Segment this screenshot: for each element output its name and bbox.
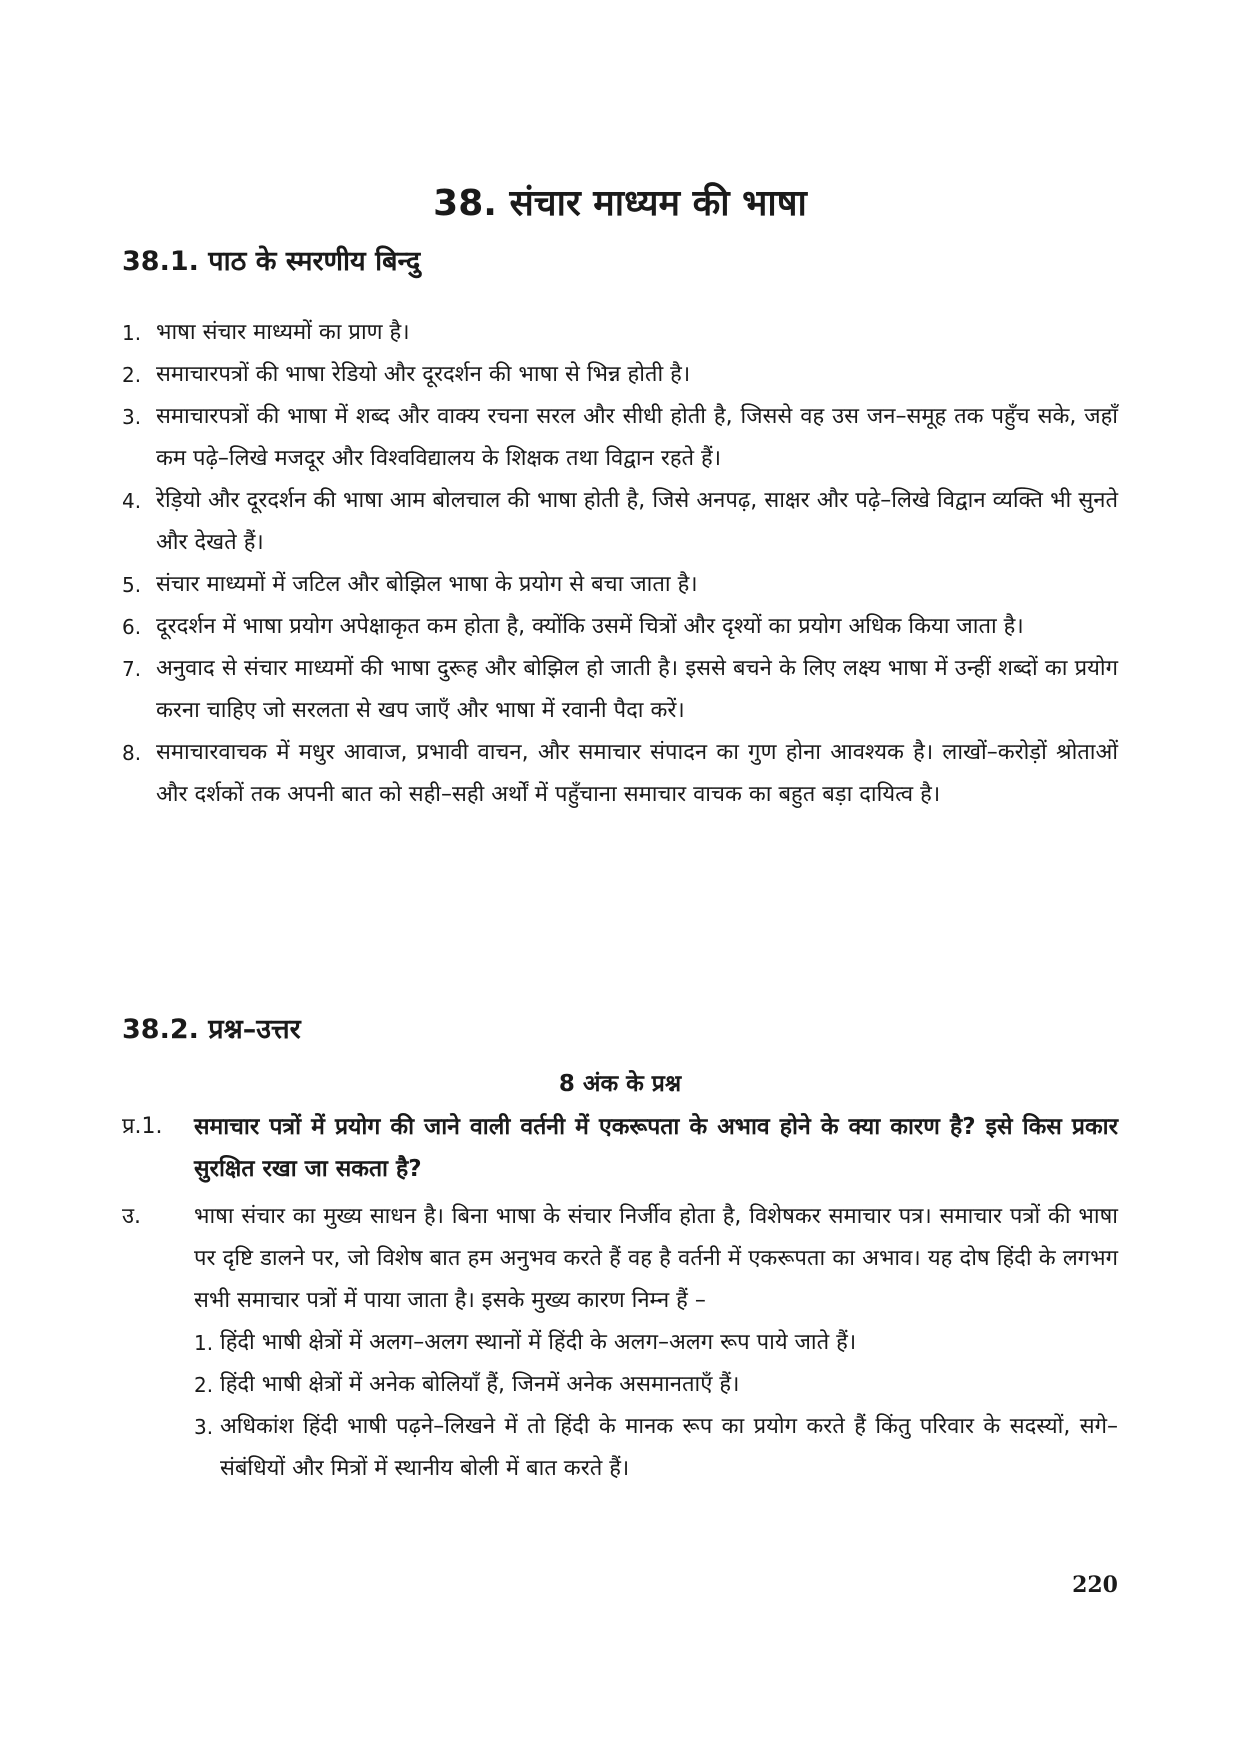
chapter-title: 38. संचार माध्यम की भाषा: [433, 183, 807, 224]
key-point-text: भाषा संचार माध्यमों का प्राण है।: [156, 320, 410, 345]
section-heading-key-points: 38.1. पाठ के स्मरणीय बिन्दु: [122, 246, 421, 277]
reason-number: 3.: [194, 1415, 214, 1439]
key-point-item: [122, 606, 1118, 648]
section-heading-qa: 38.2. प्रश्न–उत्तर: [122, 1014, 301, 1045]
key-point-item: [122, 732, 1118, 816]
key-point-text: दूरदर्शन में भाषा प्रयोग अपेक्षाकृत कम होता है, क्योंकि उसमें चित्रों और दृश्यों का प्रयोग अधिक किया जाता है।: [156, 614, 1024, 639]
reason-number: 2.: [194, 1373, 214, 1397]
question-block: [122, 1106, 1118, 1190]
reason-text: हिंदी भाषी क्षेत्रों में अलग–अलग स्थानों में हिंदी के अलग–अलग रूप पाये जाते हैं।: [220, 1330, 857, 1355]
key-point-text: समाचारपत्रों की भाषा रेडियो और दूरदर्शन की भाषा से भिन्न होती है।: [156, 362, 691, 387]
reason-text: हिंदी भाषी क्षेत्रों में अनेक बोलियाँ हैं, जिनमें अनेक असमानताएँ हैं।: [220, 1372, 740, 1397]
key-point-item: [122, 354, 1118, 396]
key-point-number: 6.: [122, 615, 142, 639]
key-point-text: समाचारवाचक में मधुर आवाज, प्रभावी वाचन, और समाचार संपादन का गुण होना आवश्यक है। लाखों–करोड़ों श्रोताओं और दर्शकों तक अपनी बात को सही–सही अर्थों में पहुँचाना समाचार वाचक का बहुत बड़ा दायित्व है।: [156, 740, 1118, 807]
question-text: समाचार पत्रों में प्रयोग की जाने वाली वर्तनी में एकरूपता के अभाव होने के क्या कारण है? इसे किस प्रकार सुरक्षित रखा जा सकता है?: [194, 1114, 1118, 1182]
key-point-item: [122, 480, 1118, 564]
key-point-number: 4.: [122, 489, 142, 513]
key-point-number: 8.: [122, 741, 142, 765]
answer-text: भाषा संचार का मुख्य साधन है। बिना भाषा के संचार निर्जीव होता है, विशेषकर समाचार पत्र। समाचार पत्रों की भाषा पर दृष्टि डालने पर, जो विशेष बात हम अनुभव करते हैं वह है वर्तनी में एकरूपता का अभाव। यह दोष हिंदी के लगभग सभी समाचार पत्रों में पाया जाता है। इसके मुख्य कारण निम्न हैं –: [194, 1204, 1118, 1313]
key-point-item: [122, 564, 1118, 606]
key-point-number: 3.: [122, 405, 142, 429]
reason-item: [194, 1322, 1118, 1364]
key-point-item: [122, 648, 1118, 732]
key-point-item: [122, 396, 1118, 480]
key-point-number: 2.: [122, 363, 142, 387]
question-label: प्र.1.: [122, 1114, 163, 1139]
reason-text: अधिकांश हिंदी भाषी पढ़ने–लिखने में तो हिंदी के मानक रूप का प्रयोग करते हैं किंतु परिवार के सदस्यों, सगे–संबंधियों और मित्रों में स्थानीय बोली में बात करते हैं।: [220, 1414, 1118, 1481]
reason-item: [194, 1364, 1118, 1406]
reason-item: [194, 1406, 1118, 1490]
key-point-number: 7.: [122, 657, 142, 681]
key-point-text: संचार माध्यमों में जटिल और बोझिल भाषा के प्रयोग से बचा जाता है।: [156, 572, 698, 597]
document-page: [122, 0, 1118, 1754]
key-point-number: 1.: [122, 321, 142, 345]
key-point-text: रेड़ियो और दूरदर्शन की भाषा आम बोलचाल की भाषा होती है, जिसे अनपढ़, साक्षर और पढ़े–लिखे विद्वान व्यक्ति भी सुनते और देखते हैं।: [156, 488, 1118, 555]
key-point-text: समाचारपत्रों की भाषा में शब्द और वाक्य रचना सरल और सीधी होती है, जिससे वह उस जन–समूह तक पहुँच सके, जहाँ कम पढ़े–लिखे मजदूर और विश्वविद्यालय के शिक्षक तथा विद्वान रहते हैं।: [156, 404, 1118, 471]
marks-heading: 8 अंक के प्रश्न: [558, 1071, 682, 1097]
key-point-item: [122, 312, 1118, 354]
answer-body: [194, 1196, 1118, 1490]
reasons-list: [194, 1322, 1118, 1490]
reason-number: 1.: [194, 1331, 214, 1355]
key-points-list: [122, 312, 1118, 816]
answer-block: [122, 1196, 1118, 1490]
page-number: 220: [1072, 1572, 1118, 1598]
key-point-number: 5.: [122, 573, 142, 597]
key-point-text: अनुवाद से संचार माध्यमों की भाषा दुरूह और बोझिल हो जाती है। इससे बचने के लिए लक्ष्य भाषा में उन्हीं शब्दों का प्रयोग करना चाहिए जो सरलता से खप जाएँ और भाषा में रवानी पैदा करें।: [156, 656, 1118, 723]
answer-label: उ.: [122, 1204, 142, 1229]
